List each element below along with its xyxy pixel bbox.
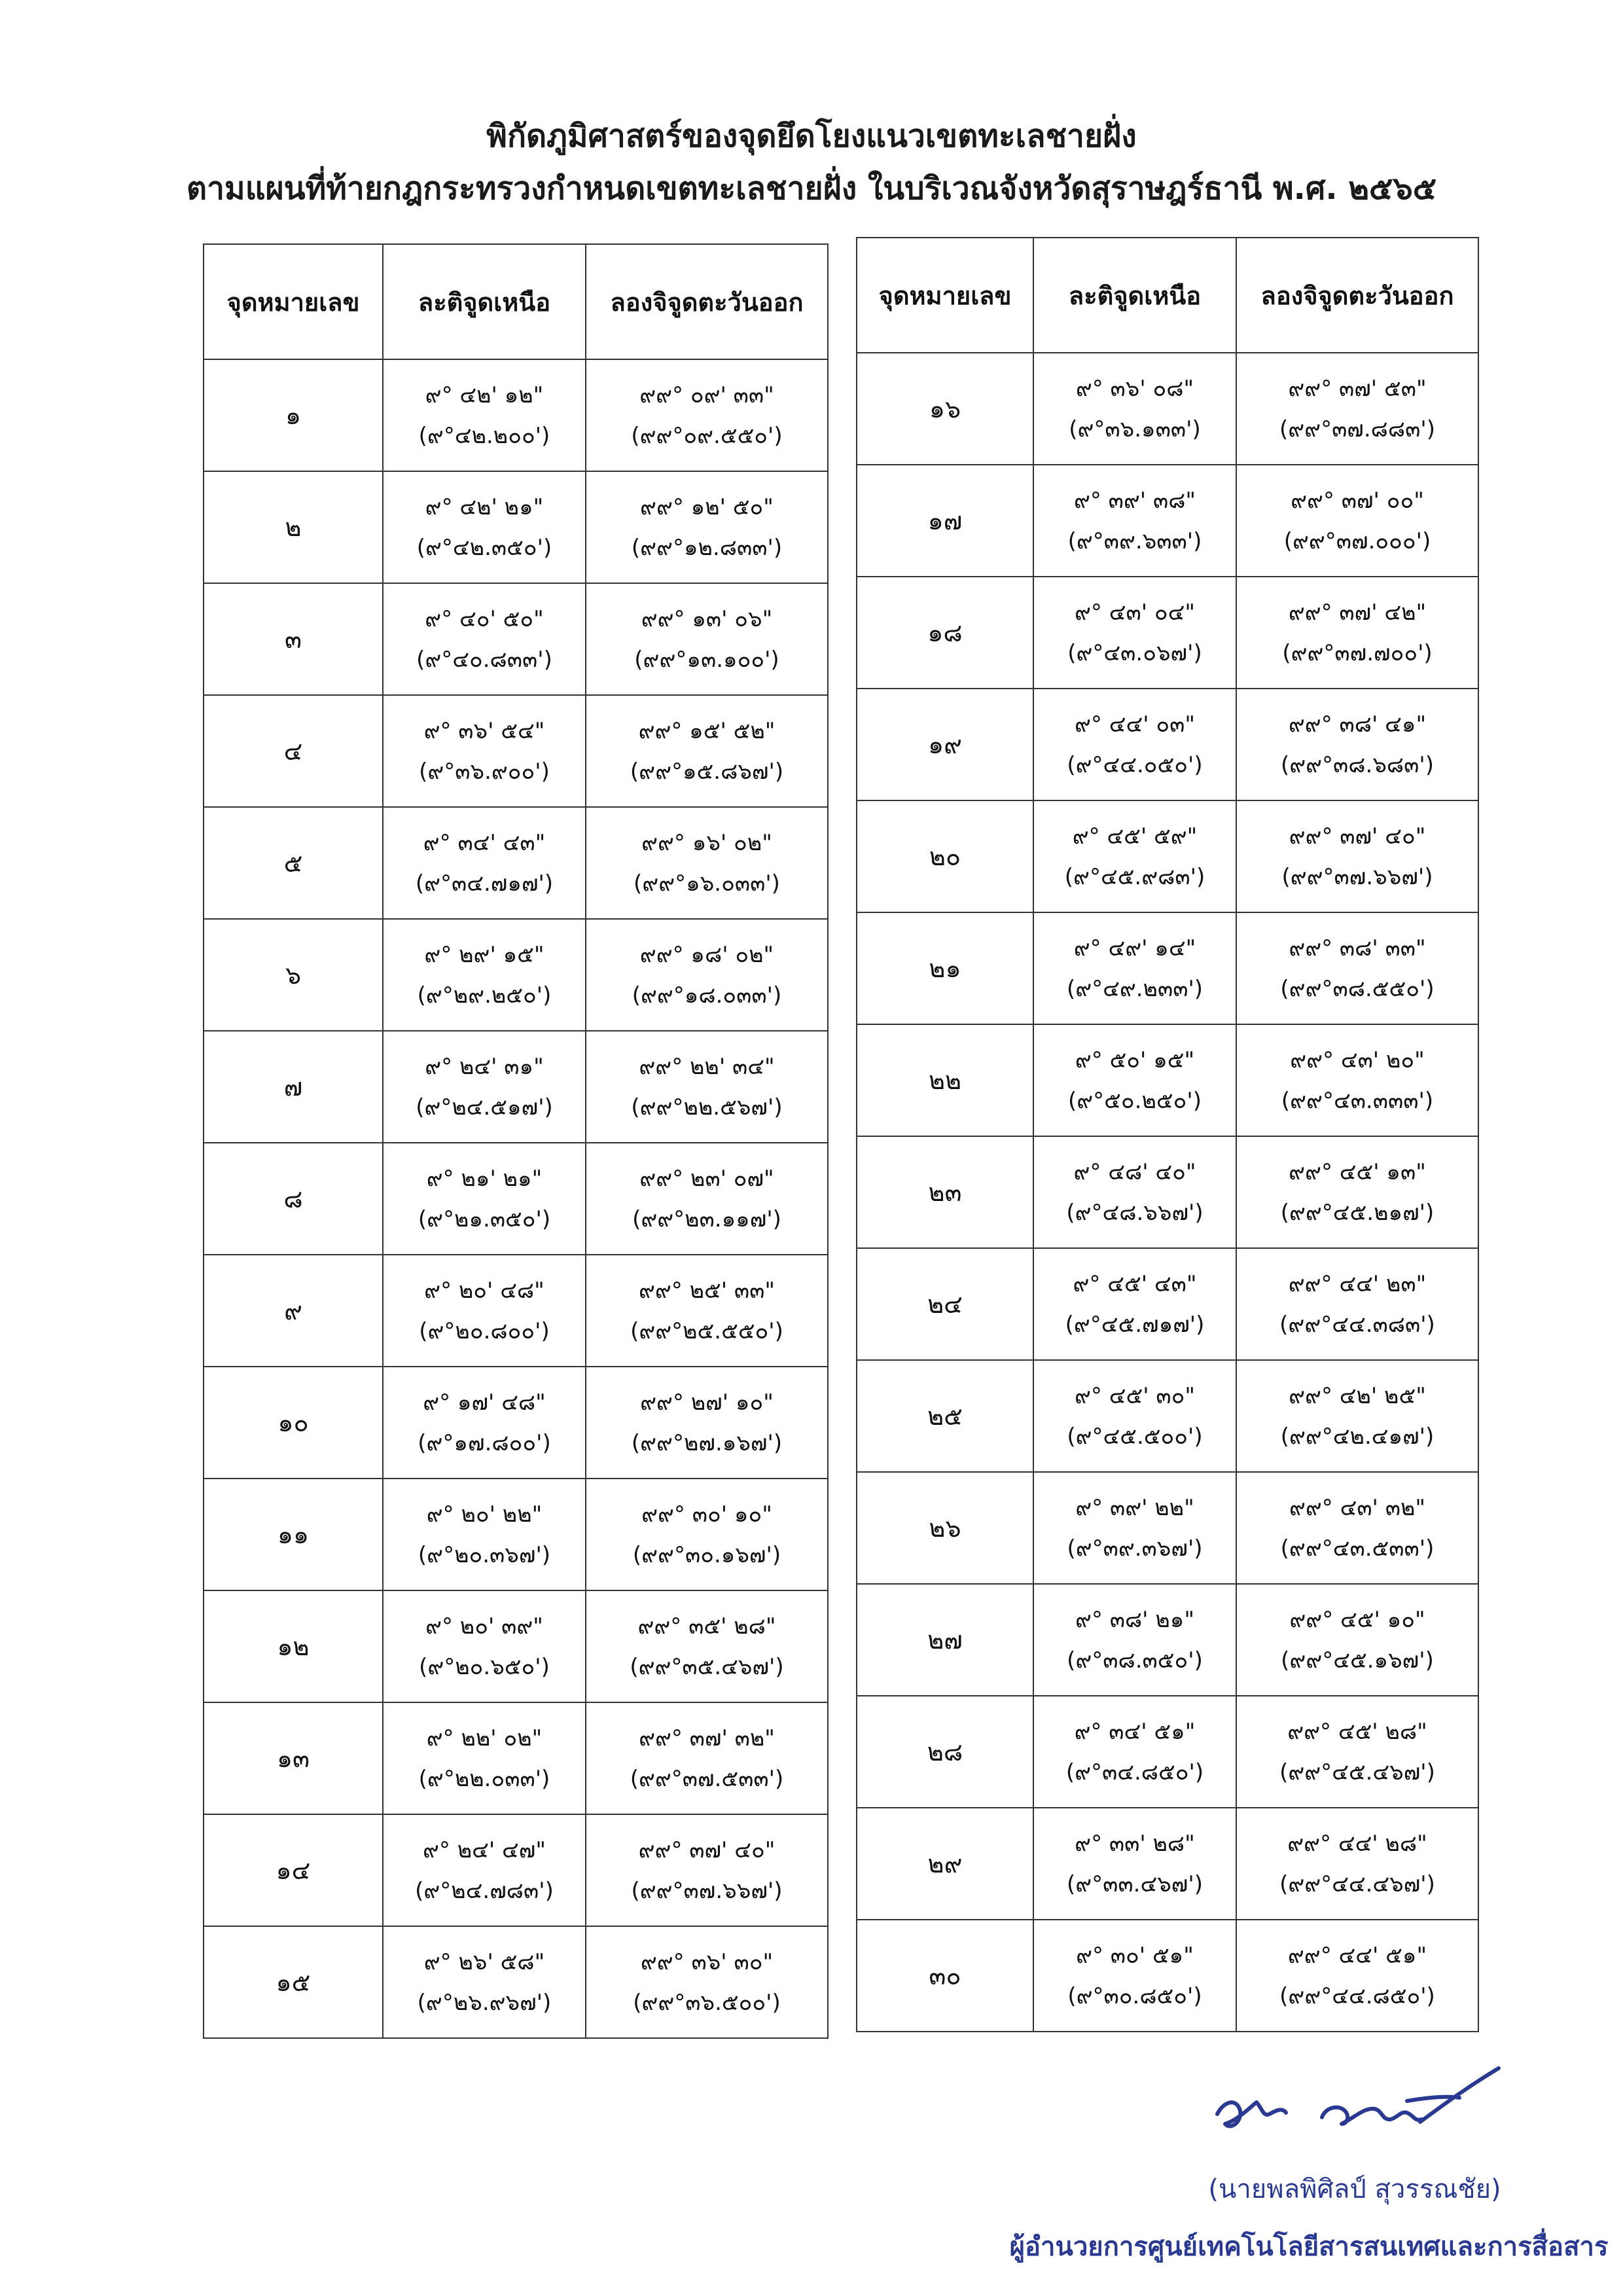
- latitude-dms: ๙° ๓๓' ๒๘": [1075, 1830, 1195, 1857]
- column-header-point-no: จุดหมายเลข: [204, 244, 383, 359]
- longitude-cell: [1236, 1360, 1478, 1472]
- table-row: [857, 1024, 1478, 1136]
- latitude-decimal: (๙°๒๑.๓๕๐'): [418, 1206, 551, 1232]
- point-number: ๖: [204, 919, 383, 1031]
- longitude-cell: [586, 919, 828, 1031]
- longitude-cell: [586, 1031, 828, 1143]
- longitude-dms: ๙๙° ๑๘' ๐๒": [639, 941, 774, 968]
- longitude-dms: ๙๙° ๑๓' ๐๖": [641, 605, 773, 632]
- longitude-decimal: (๙๙°๑๖.๐๓๓'): [633, 870, 780, 897]
- latitude-dms: ๙° ๑๗' ๔๘": [423, 1389, 546, 1416]
- latitude-dms: ๙° ๓๙' ๒๒": [1075, 1494, 1194, 1521]
- latitude-decimal: (๙°๓๔.๘๕๐'): [1065, 1759, 1204, 1785]
- longitude-dms: ๙๙° ๓๗' ๔๐": [638, 1837, 776, 1863]
- longitude-dms: ๙๙° ๒๓' ๐๗": [639, 1165, 774, 1192]
- longitude-decimal: (๙๙°๑๘.๐๓๓'): [632, 982, 782, 1009]
- longitude-cell: [586, 1143, 828, 1255]
- latitude-cell: [383, 1031, 586, 1143]
- latitude-decimal: (๙°๔๐.๘๓๓'): [416, 646, 552, 673]
- latitude-cell: [383, 1143, 586, 1255]
- table-row: [204, 807, 828, 919]
- longitude-decimal: (๙๙°๒๗.๑๖๗'): [631, 1429, 783, 1456]
- latitude-dms: ๙° ๔๓' ๐๔": [1075, 599, 1195, 626]
- point-number: ๑๘: [857, 577, 1033, 689]
- longitude-cell: [1236, 1920, 1478, 2032]
- latitude-decimal: (๙°๕๐.๒๕๐'): [1068, 1087, 1202, 1114]
- longitude-decimal: (๙๙°๔๕.๑๖๗'): [1281, 1647, 1434, 1674]
- point-number: ๔: [204, 695, 383, 807]
- longitude-cell: [586, 359, 828, 471]
- column-header-latitude: ละติจูดเหนือ: [1033, 238, 1236, 353]
- longitude-dms: ๙๙° ๔๒' ๒๕": [1289, 1382, 1426, 1409]
- latitude-dms: ๙° ๓๖' ๕๔": [423, 717, 545, 744]
- latitude-cell: [1033, 1584, 1236, 1696]
- latitude-dms: ๙° ๓๔' ๕๑": [1074, 1718, 1196, 1745]
- longitude-cell: [1236, 689, 1478, 800]
- longitude-dms: ๙๙° ๒๗' ๑๐": [640, 1389, 774, 1416]
- latitude-cell: [383, 1255, 586, 1367]
- longitude-cell: [586, 1367, 828, 1479]
- latitude-cell: [1033, 1360, 1236, 1472]
- point-number: ๒๐: [857, 800, 1033, 912]
- longitude-decimal: (๙๙°๓๗.๖๖๗'): [631, 1877, 783, 1904]
- latitude-dms: ๙° ๔๔' ๐๓": [1075, 711, 1195, 738]
- latitude-dms: ๙° ๓๙' ๓๘": [1073, 487, 1196, 514]
- longitude-dms: ๙๙° ๑๒' ๕๐": [640, 493, 774, 520]
- longitude-decimal: (๙๙°๑๓.๑๐๐'): [634, 646, 779, 673]
- point-number: ๑๐: [204, 1367, 383, 1479]
- column-header-point-no: จุดหมายเลข: [857, 238, 1033, 353]
- longitude-dms: ๙๙° ๔๔' ๒๓": [1288, 1270, 1427, 1297]
- table-row: [204, 919, 828, 1031]
- latitude-cell: [1033, 800, 1236, 912]
- table-row: [857, 1584, 1478, 1696]
- latitude-decimal: (๙°๓๙.๓๖๗'): [1067, 1535, 1203, 1562]
- table-row: [204, 471, 828, 583]
- latitude-dms: ๙° ๔๐' ๕๐": [425, 605, 544, 632]
- latitude-dms: ๙° ๒๒' ๐๒": [426, 1725, 543, 1751]
- table-row: [857, 1472, 1478, 1584]
- longitude-dms: ๙๙° ๓๗' ๓๒": [639, 1725, 775, 1751]
- table-row: [857, 577, 1478, 689]
- longitude-cell: [1236, 465, 1478, 577]
- longitude-cell: [1236, 577, 1478, 689]
- longitude-decimal: (๙๙°๔๕.๔๖๗'): [1279, 1759, 1435, 1785]
- longitude-dms: ๙๙° ๑๖' ๐๒": [641, 829, 772, 856]
- latitude-cell: [383, 919, 586, 1031]
- table-row: [204, 1702, 828, 1814]
- latitude-dms: ๙° ๓๔' ๔๓": [423, 829, 546, 856]
- latitude-dms: ๙° ๔๙' ๑๔": [1073, 935, 1196, 961]
- longitude-decimal: (๙๙°๒๕.๕๕๐'): [630, 1318, 783, 1344]
- latitude-cell: [1033, 1136, 1236, 1248]
- longitude-decimal: (๙๙°๑๕.๘๖๗'): [630, 758, 784, 785]
- longitude-decimal: (๙๙°๓๗.๐๐๐'): [1283, 528, 1431, 554]
- table-row: [204, 583, 828, 695]
- longitude-dms: ๙๙° ๒๒' ๓๔": [639, 1053, 775, 1080]
- signatory-position: ผู้อำนวยการศูนย์เทคโนโลยีสารสนเทศและการสื่อสาร: [1009, 2232, 1609, 2262]
- longitude-dms: ๙๙° ๓๗' ๔๐": [1289, 823, 1426, 850]
- latitude-cell: [1033, 1248, 1236, 1360]
- longitude-dms: ๙๙° ๓๖' ๓๐": [640, 1948, 774, 1975]
- point-number: ๒: [204, 471, 383, 583]
- latitude-dms: ๙° ๔๘' ๔๐": [1073, 1158, 1196, 1185]
- longitude-decimal: (๙๙°๓๕.๔๖๗'): [630, 1653, 784, 1680]
- latitude-dms: ๙° ๔๒' ๑๒": [425, 382, 544, 408]
- point-number: ๑๙: [857, 689, 1033, 800]
- latitude-cell: [383, 1590, 586, 1702]
- table-row: [204, 1926, 828, 2038]
- latitude-dms: ๙° ๒๔' ๓๑": [425, 1053, 544, 1080]
- latitude-decimal: (๙°๑๗.๘๐๐'): [418, 1429, 551, 1456]
- latitude-decimal: (๙°๔๒.๒๐๐'): [418, 422, 550, 449]
- point-number: ๒๔: [857, 1248, 1033, 1360]
- table-row: [857, 1248, 1478, 1360]
- point-number: ๑๔: [204, 1814, 383, 1926]
- latitude-decimal: (๙°๔๒.๓๕๐'): [416, 534, 552, 561]
- latitude-decimal: (๙°๓๔.๗๑๗'): [415, 870, 554, 897]
- latitude-decimal: (๙°๒๐.๘๐๐'): [419, 1318, 550, 1344]
- table-row: [204, 1367, 828, 1479]
- longitude-dms: ๙๙° ๓๐' ๑๐": [641, 1501, 772, 1528]
- longitude-dms: ๙๙° ๔๕' ๑๐": [1289, 1606, 1425, 1633]
- latitude-decimal: (๙°๓๖.๑๓๓'): [1069, 416, 1201, 442]
- point-number: ๑๒: [204, 1590, 383, 1702]
- table-header-row: [857, 238, 1478, 353]
- latitude-decimal: (๙°๒๙.๒๕๐'): [417, 982, 552, 1009]
- signatory-name: (นายพลพิศิลป์ สุวรรณชัย): [1208, 2174, 1501, 2204]
- latitude-cell: [1033, 577, 1236, 689]
- longitude-cell: [586, 1926, 828, 2038]
- latitude-cell: [1033, 1920, 1236, 2032]
- latitude-cell: [1033, 1472, 1236, 1584]
- table-row: [204, 1031, 828, 1143]
- longitude-decimal: (๙๙°๓๗.๘๘๓'): [1279, 416, 1435, 442]
- table-row: [204, 1814, 828, 1926]
- column-header-latitude: ละติจูดเหนือ: [383, 244, 586, 359]
- longitude-cell: [1236, 353, 1478, 465]
- coordinates-table-right: [856, 237, 1479, 2032]
- longitude-cell: [1236, 1136, 1478, 1248]
- longitude-decimal: (๙๙°๔๓.๓๓๓'): [1281, 1087, 1434, 1114]
- latitude-dms: ๙° ๔๕' ๓๐": [1075, 1382, 1195, 1409]
- longitude-cell: [1236, 1696, 1478, 1808]
- longitude-dms: ๙๙° ๔๔' ๕๑": [1287, 1942, 1427, 1969]
- table-row: [204, 1590, 828, 1702]
- longitude-decimal: (๙๙°๔๔.๔๖๗'): [1279, 1871, 1435, 1897]
- point-number: ๑๖: [857, 353, 1033, 465]
- latitude-decimal: (๙°๔๕.๙๘๓'): [1064, 863, 1205, 890]
- table-row: [857, 912, 1478, 1024]
- latitude-decimal: (๙°๓๐.๘๕๐'): [1067, 1982, 1202, 2009]
- table-row: [857, 353, 1478, 465]
- longitude-dms: ๙๙° ๓๗' ๕๓": [1288, 375, 1427, 402]
- point-number: ๒๙: [857, 1808, 1033, 1920]
- latitude-dms: ๙° ๓๘' ๒๑": [1075, 1606, 1194, 1633]
- column-header-longitude: ลองจิจูดตะวันออก: [1236, 238, 1478, 353]
- table-row: [857, 465, 1478, 577]
- longitude-cell: [1236, 1248, 1478, 1360]
- latitude-cell: [383, 1926, 586, 2038]
- latitude-cell: [383, 695, 586, 807]
- longitude-cell: [1236, 1584, 1478, 1696]
- table-row: [857, 1360, 1478, 1472]
- longitude-decimal: (๙๙°๔๓.๕๓๓'): [1280, 1535, 1435, 1562]
- table-row: [204, 359, 828, 471]
- latitude-decimal: (๙°๔๘.๖๖๗'): [1066, 1199, 1204, 1226]
- longitude-cell: [586, 1590, 828, 1702]
- longitude-decimal: (๙๙°๓๐.๑๖๗'): [632, 1541, 781, 1568]
- point-number: ๑๓: [204, 1702, 383, 1814]
- latitude-dms: ๙° ๒๐' ๒๒": [426, 1501, 543, 1528]
- latitude-cell: [1033, 465, 1236, 577]
- longitude-decimal: (๙๙°๒๒.๕๖๗'): [631, 1094, 783, 1121]
- latitude-decimal: (๙°๓๓.๔๖๗'): [1067, 1871, 1203, 1897]
- latitude-decimal: (๙°๔๕.๕๐๐'): [1067, 1423, 1203, 1450]
- table-row: [204, 1479, 828, 1590]
- longitude-dms: ๙๙° ๒๕' ๓๓": [638, 1277, 776, 1304]
- table-row: [857, 1696, 1478, 1808]
- latitude-decimal: (๙°๔๓.๐๖๗'): [1067, 639, 1202, 666]
- latitude-decimal: (๙°๔๔.๐๕๐'): [1067, 751, 1203, 778]
- longitude-cell: [586, 583, 828, 695]
- longitude-cell: [586, 695, 828, 807]
- latitude-decimal: (๙°๒๖.๙๖๗'): [417, 1989, 552, 2016]
- longitude-decimal: (๙๙°๔๔.๓๘๓'): [1279, 1311, 1435, 1338]
- table-row: [857, 1920, 1478, 2032]
- latitude-decimal: (๙°๓๘.๓๕๐'): [1067, 1647, 1203, 1674]
- table-row: [857, 800, 1478, 912]
- latitude-cell: [1033, 1024, 1236, 1136]
- latitude-cell: [383, 1814, 586, 1926]
- latitude-dms: ๙° ๓๐' ๕๑": [1076, 1942, 1194, 1969]
- longitude-decimal: (๙๙°๒๓.๑๑๗'): [632, 1206, 781, 1232]
- handwritten-signature: [1211, 2062, 1525, 2153]
- point-number: ๑๑: [204, 1479, 383, 1590]
- longitude-dms: ๙๙° ๐๙' ๓๓": [639, 382, 774, 408]
- longitude-dms: ๙๙° ๔๔' ๒๘": [1287, 1830, 1427, 1857]
- point-number: ๑๕: [204, 1926, 383, 2038]
- longitude-cell: [586, 1479, 828, 1590]
- longitude-cell: [586, 1814, 828, 1926]
- latitude-decimal: (๙°๒๐.๖๕๐'): [419, 1653, 550, 1680]
- longitude-dms: ๙๙° ๓๘' ๓๓": [1289, 935, 1426, 961]
- longitude-cell: [586, 471, 828, 583]
- table-row: [204, 1255, 828, 1367]
- table-row: [204, 695, 828, 807]
- longitude-dms: ๙๙° ๔๕' ๑๓": [1289, 1158, 1426, 1185]
- longitude-cell: [586, 1255, 828, 1367]
- longitude-dms: ๙๙° ๓๕' ๒๘": [637, 1613, 776, 1640]
- latitude-dms: ๙° ๒๖' ๕๘": [423, 1948, 545, 1975]
- longitude-cell: [1236, 800, 1478, 912]
- longitude-decimal: (๙๙°๐๙.๕๕๐'): [631, 422, 783, 449]
- latitude-decimal: (๙°๒๐.๓๖๗'): [418, 1541, 551, 1568]
- longitude-decimal: (๙๙°๓๗.๕๓๓'): [630, 1765, 784, 1792]
- longitude-decimal: (๙๙°๑๒.๘๓๓'): [631, 534, 783, 561]
- longitude-cell: [586, 1702, 828, 1814]
- table-row: [857, 1808, 1478, 1920]
- table-row: [204, 1143, 828, 1255]
- longitude-decimal: (๙๙°๔๒.๔๑๗'): [1280, 1423, 1435, 1450]
- longitude-cell: [1236, 1808, 1478, 1920]
- longitude-dms: ๙๙° ๔๓' ๒๐": [1290, 1047, 1425, 1073]
- latitude-dms: ๙° ๒๐' ๔๘": [424, 1277, 544, 1304]
- point-number: ๕: [204, 807, 383, 919]
- latitude-decimal: (๙°๔๕.๗๑๗'): [1065, 1311, 1205, 1338]
- document-title-line2: ตามแผนที่ท้ายกฎกระทรวงกำหนดเขตทะเลชายฝั่ง ในบริเวณจังหวัดสุราษฎร์ธานี พ.ศ. ๒๕๖๕: [186, 170, 1437, 207]
- latitude-cell: [383, 471, 586, 583]
- longitude-decimal: (๙๙°๓๘.๕๕๐'): [1280, 975, 1435, 1002]
- longitude-dms: ๙๙° ๓๗' ๐๐": [1291, 487, 1424, 514]
- latitude-decimal: (๙°๓๖.๙๐๐'): [419, 758, 550, 785]
- table-row: [857, 1136, 1478, 1248]
- point-number: ๓: [204, 583, 383, 695]
- longitude-decimal: (๙๙°๓๖.๕๐๐'): [633, 1989, 781, 2016]
- latitude-dms: ๙° ๒๙' ๑๕": [424, 941, 544, 968]
- longitude-dms: ๙๙° ๓๗' ๔๒": [1288, 599, 1427, 626]
- point-number: ๒๕: [857, 1360, 1033, 1472]
- latitude-dms: ๙° ๒๑' ๒๑": [426, 1165, 543, 1192]
- latitude-cell: [1033, 689, 1236, 800]
- latitude-cell: [1033, 353, 1236, 465]
- longitude-dms: ๙๙° ๔๓' ๓๒": [1289, 1494, 1426, 1521]
- longitude-dms: ๙๙° ๓๘' ๔๑": [1288, 711, 1427, 738]
- longitude-dms: ๙๙° ๑๕' ๕๒": [638, 717, 776, 744]
- column-header-longitude: ลองจิจูดตะวันออก: [586, 244, 828, 359]
- latitude-decimal: (๙°๔๙.๒๓๓'): [1066, 975, 1204, 1002]
- point-number: ๑๗: [857, 465, 1033, 577]
- longitude-cell: [1236, 1024, 1478, 1136]
- longitude-decimal: (๙๙°๓๘.๖๘๓'): [1280, 751, 1434, 778]
- latitude-dms: ๙° ๔๕' ๕๙": [1072, 823, 1198, 850]
- longitude-cell: [586, 807, 828, 919]
- latitude-cell: [383, 583, 586, 695]
- latitude-cell: [383, 1702, 586, 1814]
- longitude-decimal: (๙๙°๔๕.๒๑๗'): [1280, 1199, 1435, 1226]
- latitude-decimal: (๙°๓๙.๖๓๓'): [1067, 528, 1202, 554]
- longitude-cell: [1236, 912, 1478, 1024]
- latitude-dms: ๙° ๔๒' ๒๑": [425, 493, 544, 520]
- document-title-line1: พิกัดภูมิศาสตร์ของจุดยึดโยงแนวเขตทะเลชายฝั่ง: [486, 118, 1137, 154]
- point-number: ๒๗: [857, 1584, 1033, 1696]
- point-number: ๗: [204, 1031, 383, 1143]
- point-number: ๑: [204, 359, 383, 471]
- longitude-dms: ๙๙° ๔๕' ๒๘": [1287, 1718, 1427, 1745]
- point-number: ๒๑: [857, 912, 1033, 1024]
- latitude-cell: [1033, 1808, 1236, 1920]
- table-header-row: [204, 244, 828, 359]
- coordinates-table-left: [203, 243, 829, 2039]
- latitude-dms: ๙° ๕๐' ๑๕": [1075, 1047, 1195, 1073]
- point-number: ๒๒: [857, 1024, 1033, 1136]
- latitude-cell: [383, 1479, 586, 1590]
- latitude-dms: ๙° ๓๖' ๐๘": [1075, 375, 1194, 402]
- point-number: ๒๓: [857, 1136, 1033, 1248]
- point-number: ๓๐: [857, 1920, 1033, 2032]
- latitude-dms: ๙° ๒๔' ๔๗": [423, 1837, 546, 1863]
- latitude-decimal: (๙°๒๒.๐๓๓'): [418, 1765, 550, 1792]
- latitude-cell: [383, 359, 586, 471]
- point-number: ๘: [204, 1143, 383, 1255]
- latitude-cell: [1033, 912, 1236, 1024]
- latitude-dms: ๙° ๔๕' ๔๓": [1073, 1270, 1197, 1297]
- latitude-dms: ๙° ๒๐' ๓๙": [425, 1613, 543, 1640]
- point-number: ๒๖: [857, 1472, 1033, 1584]
- point-number: ๙: [204, 1255, 383, 1367]
- latitude-decimal: (๙°๒๔.๕๑๗'): [416, 1094, 553, 1121]
- point-number: ๒๘: [857, 1696, 1033, 1808]
- longitude-decimal: (๙๙°๓๗.๖๖๗'): [1281, 863, 1433, 890]
- latitude-decimal: (๙°๒๔.๗๘๓'): [415, 1877, 554, 1904]
- latitude-cell: [383, 807, 586, 919]
- longitude-cell: [1236, 1472, 1478, 1584]
- longitude-decimal: (๙๙°๓๗.๗๐๐'): [1282, 639, 1433, 666]
- latitude-cell: [383, 1367, 586, 1479]
- table-row: [857, 689, 1478, 800]
- latitude-cell: [1033, 1696, 1236, 1808]
- longitude-decimal: (๙๙°๔๔.๘๕๐'): [1279, 1982, 1435, 2009]
